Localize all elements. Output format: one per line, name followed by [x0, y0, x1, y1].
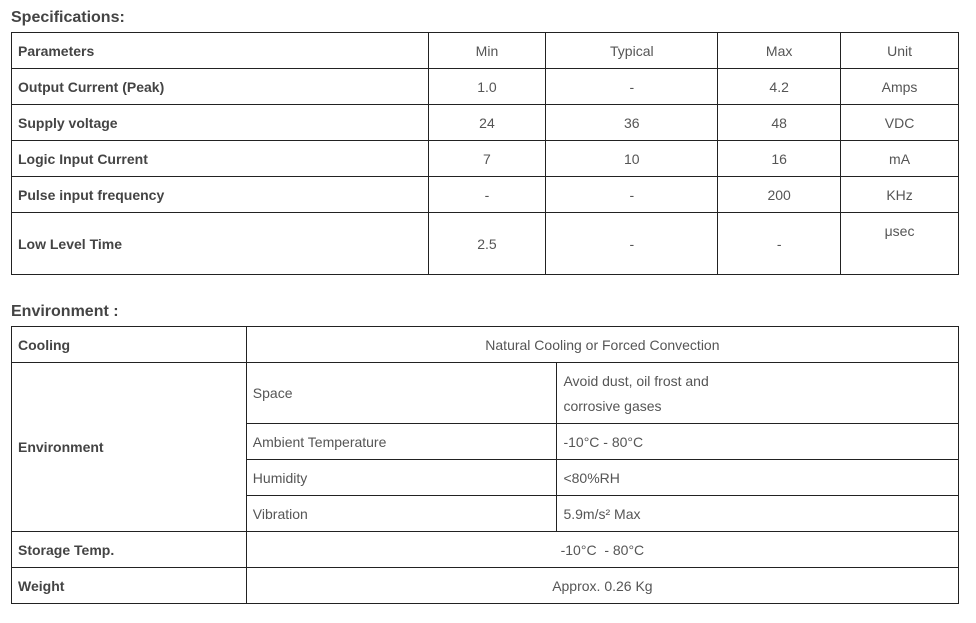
param-cell: Low Level Time: [12, 213, 429, 275]
max-cell: -: [718, 213, 841, 275]
weight-row: [12, 568, 959, 604]
environment-table: [11, 326, 959, 604]
env-item-value: <80%RH: [557, 460, 959, 496]
header-typical: Typical: [546, 33, 718, 69]
weight-label: Weight: [12, 568, 247, 604]
typical-cell: 10: [546, 141, 718, 177]
table-row: [12, 177, 959, 213]
header-unit: Unit: [841, 33, 959, 69]
max-cell: 4.2: [718, 69, 841, 105]
header-parameters: Parameters: [12, 33, 429, 69]
env-item-value: -10°C - 80°C: [557, 424, 959, 460]
storage-row: [12, 532, 959, 568]
unit-cell: VDC: [841, 105, 959, 141]
param-cell: Logic Input Current: [12, 141, 429, 177]
param-cell: Supply voltage: [12, 105, 429, 141]
typical-cell: -: [546, 177, 718, 213]
table-row: [12, 141, 959, 177]
storage-value: -10°C - 80°C: [246, 532, 958, 568]
unit-cell: KHz: [841, 177, 959, 213]
table-row: [12, 69, 959, 105]
cooling-label: Cooling: [12, 327, 247, 363]
max-cell: 48: [718, 105, 841, 141]
typical-cell: 36: [546, 105, 718, 141]
min-cell: 1.0: [428, 69, 546, 105]
table-row: [12, 213, 959, 275]
typical-cell: -: [546, 213, 718, 275]
specifications-table: [11, 32, 959, 275]
env-item-name: Vibration: [246, 496, 557, 532]
min-cell: 7: [428, 141, 546, 177]
env-item-name: Ambient Temperature: [246, 424, 557, 460]
env-item-name: Humidity: [246, 460, 557, 496]
env-item-value-line: Avoid dust, oil frost and: [563, 373, 709, 389]
unit-cell: μsec: [841, 213, 959, 275]
max-cell: 16: [718, 141, 841, 177]
header-min: Min: [428, 33, 546, 69]
table-row: [12, 105, 959, 141]
min-cell: 2.5: [428, 213, 546, 275]
cooling-row: [12, 327, 959, 363]
env-item-value: 5.9m/s² Max: [557, 496, 959, 532]
env-item-value-line: corrosive gases: [563, 398, 662, 414]
storage-label: Storage Temp.: [12, 532, 247, 568]
param-cell: Output Current (Peak): [12, 69, 429, 105]
environment-label: Environment: [12, 363, 247, 532]
unit-cell: mA: [841, 141, 959, 177]
environment-title: Environment :: [11, 303, 119, 320]
env-item-value: [557, 363, 959, 424]
header-max: Max: [718, 33, 841, 69]
min-cell: 24: [428, 105, 546, 141]
typical-cell: -: [546, 69, 718, 105]
spec-header-row: [12, 33, 959, 69]
max-cell: 200: [718, 177, 841, 213]
env-item-name: Space: [246, 363, 557, 424]
weight-value: Approx. 0.26 Kg: [246, 568, 958, 604]
param-cell: Pulse input frequency: [12, 177, 429, 213]
min-cell: -: [428, 177, 546, 213]
unit-cell: Amps: [841, 69, 959, 105]
environment-space-row: [12, 363, 959, 424]
specifications-title: Specifications:: [11, 9, 125, 26]
cooling-value: Natural Cooling or Forced Convection: [246, 327, 958, 363]
